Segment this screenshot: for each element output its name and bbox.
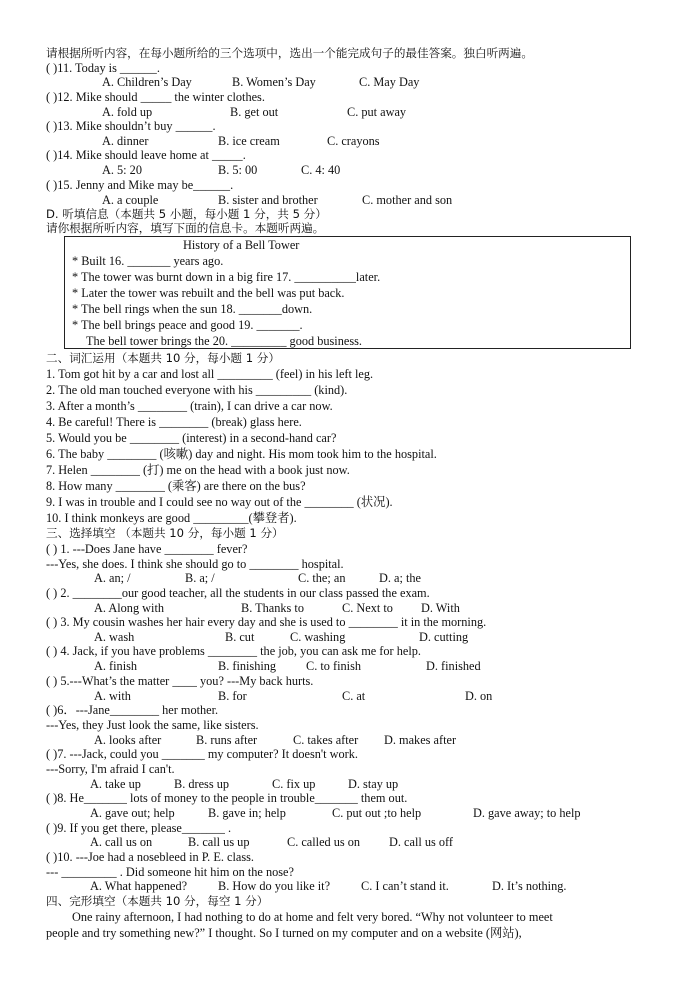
mc-6-option-b: B. runs after	[196, 733, 258, 747]
mc-6-reply: ---Yes, they Just look the same, like sisters.	[46, 718, 259, 732]
mc-6-option-a: A. looks after	[94, 733, 162, 747]
mc-2-option-b: B. Thanks to	[241, 601, 304, 615]
section-4-heading: 四、完形填空（本题共 10 分，每空 1 分）	[46, 894, 269, 908]
mc-10-option-c: C. I can’t stand it.	[361, 879, 449, 893]
mc-10-stem: ( )10. ---Joe had a nosebleed in P. E. class.	[46, 850, 254, 864]
question-11-stem: ( )11. Today is ______.	[46, 61, 160, 75]
section-d-heading: D. 听填信息（本题共 5 小题，每小题 1 分，共 5 分）	[46, 207, 327, 221]
mc-8-option-c: C. put out ;to help	[332, 806, 422, 820]
mc-1-option-c: C. the; an	[298, 571, 346, 585]
vocab-item-2: 2. The old man touched everyone with his _________ (kind).	[46, 383, 348, 397]
vocab-item-6: 6. The baby ________ (咳嗽) day and night. His mom took him to the hospital.	[46, 447, 437, 461]
mc-5-option-b: B. for	[218, 689, 247, 703]
section-3-heading: 三、选择填空 （本题共 10 分，每小题 1 分）	[46, 526, 284, 540]
vocab-item-4: 4. Be careful! There is ________ (break) glass here.	[46, 415, 302, 429]
mc-2-option-a: A. Along with	[94, 601, 165, 615]
q14-option-a: A. 5: 20	[102, 163, 142, 177]
mc-1-option-b: B. a; /	[185, 571, 215, 585]
info-card-line-18: * The bell rings when the sun 18. _______down.	[72, 302, 313, 316]
mc-2-stem: ( ) 2. ________our good teacher, all the students in our class passed the exam.	[46, 586, 430, 600]
vocab-item-7: 7. Helen ________ (打) me on the head with a book just now.	[46, 463, 350, 477]
q11-option-a: A. Children’s Day	[102, 75, 192, 89]
mc-10-option-a: A. What happened?	[90, 879, 188, 893]
mc-8-option-b: B. gave in; help	[208, 806, 286, 820]
question-14-stem: ( )14. Mike should leave home at _____.	[46, 148, 246, 162]
mc-7-reply: ---Sorry, I'm afraid I can't.	[46, 762, 175, 776]
info-card-line-16: * Built 16. _______ years ago.	[72, 254, 224, 268]
q13-option-c: C. crayons	[327, 134, 380, 148]
question-12-stem: ( )12. Mike should _____ the winter clothes.	[46, 90, 265, 104]
mc-3-option-d: D. cutting	[419, 630, 469, 644]
mc-8-option-a: A. gave out; help	[90, 806, 175, 820]
mc-9-option-d: D. call us off	[389, 835, 453, 849]
vocab-item-5: 5. Would you be ________ (interest) in a second-hand car?	[46, 431, 337, 445]
q11-option-b: B. Women’s Day	[232, 75, 316, 89]
mc-2-option-c: C. Next to	[342, 601, 393, 615]
mc-3-option-a: A. wash	[94, 630, 135, 644]
mc-6-stem: ( )6．---Jane________ her mother.	[46, 703, 219, 717]
q14-option-c: C. 4: 40	[301, 163, 341, 177]
cloze-paragraph-line-2: people and try something new?” I thought. So I turned on my computer and on a website (网站),	[46, 926, 522, 940]
vocab-item-1: 1. Tom got hit by a car and lost all _________ (feel) in his left leg.	[46, 367, 374, 381]
mc-3-option-b: B. cut	[225, 630, 255, 644]
mc-1-option-a: A. an; /	[94, 571, 131, 585]
mc-4-stem: ( ) 4. Jack, if you have problems ________ the job, you can ask me for help.	[46, 644, 421, 658]
mc-4-option-d: D. finished	[426, 659, 481, 673]
vocab-item-9: 9. I was in trouble and I could see no way out of the ________ (状况).	[46, 495, 393, 509]
q13-option-b: B. ice cream	[218, 134, 280, 148]
q12-option-a: A. fold up	[102, 105, 153, 119]
q14-option-b: B. 5: 00	[218, 163, 258, 177]
q13-option-a: A. dinner	[102, 134, 149, 148]
mc-1-reply: ---Yes, she does. I think she should go to ________ hospital.	[46, 557, 344, 571]
section-d-instruction: 请你根据所听内容，填写下面的信息卡。本题听两遍。	[46, 221, 325, 235]
question-13-stem: ( )13. Mike shouldn’t buy ______.	[46, 119, 216, 133]
mc-9-stem: ( )9. If you get there, please_______ .	[46, 821, 232, 835]
mc-10-option-b: B. How do you like it?	[218, 879, 331, 893]
vocab-item-10: 10. I think monkeys are good _________(攀登者).	[46, 511, 297, 525]
q15-option-c: C. mother and son	[362, 193, 453, 207]
q12-option-c: C. put away	[347, 105, 407, 119]
q12-option-b: B. get out	[230, 105, 279, 119]
mc-2-option-d: D. With	[421, 601, 460, 615]
mc-3-stem: ( ) 3. My cousin washes her hair every day and she is used to ________ it in the morning.	[46, 615, 487, 629]
mc-9-option-c: C. called us on	[287, 835, 361, 849]
mc-4-option-a: A. finish	[94, 659, 138, 673]
mc-10-reply: --- _________ . Did someone hit him on the nose?	[46, 865, 294, 879]
mc-5-option-c: C. at	[342, 689, 366, 703]
vocab-item-3: 3. After a month’s ________ (train), I can drive a car now.	[46, 399, 333, 413]
q15-option-a: A. a couple	[102, 193, 159, 207]
info-card-line-17: * The tower was burnt down in a big fire 17. __________later.	[72, 270, 381, 284]
mc-7-stem: ( )7. ---Jack, could you _______ my computer? It doesn't work.	[46, 747, 358, 761]
info-card-title: History of a Bell Tower	[183, 238, 300, 252]
mc-4-option-c: C. to finish	[306, 659, 361, 673]
section-2-heading: 二、词汇运用（本题共 10 分，每小题 1 分）	[46, 351, 280, 365]
mc-4-option-b: B. finishing	[218, 659, 277, 673]
mc-5-option-a: A. with	[94, 689, 131, 703]
mc-8-option-d: D. gave away; to help	[473, 806, 581, 820]
mc-7-option-c: C. fix up	[272, 777, 316, 791]
mc-7-option-d: D. stay up	[348, 777, 399, 791]
q15-option-b: B. sister and brother	[218, 193, 318, 207]
mc-6-option-d: D. makes after	[384, 733, 457, 747]
info-card-line-rebuilt: * Later the tower was rebuilt and the bell was put back.	[72, 286, 345, 300]
mc-5-stem: ( ) 5.---What’s the matter ____ you? ---My back hurts.	[46, 674, 314, 688]
vocab-item-8: 8. How many ________ (乘客) are there on the bus?	[46, 479, 306, 493]
mc-6-option-c: C. takes after	[293, 733, 359, 747]
mc-5-option-d: D. on	[465, 689, 493, 703]
cloze-paragraph-line-1: One rainy afternoon, I had nothing to do at home and felt very bored. “Why not volunteer to meet	[72, 910, 553, 924]
mc-7-option-a: A. take up	[90, 777, 141, 791]
mc-8-stem: ( )8. He_______ lots of money to the people in trouble_______ them out.	[46, 791, 408, 805]
info-card-line-19: * The bell brings peace and good 19. _______.	[72, 318, 303, 332]
question-15-stem: ( )15. Jenny and Mike may be______.	[46, 178, 234, 192]
mc-1-stem: ( ) 1. ---Does Jane have ________ fever?	[46, 542, 248, 556]
mc-7-option-b: B. dress up	[174, 777, 229, 791]
mc-9-option-a: A. call us on	[90, 835, 153, 849]
mc-10-option-d: D. It’s nothing.	[492, 879, 567, 893]
mc-9-option-b: B. call us up	[188, 835, 250, 849]
section-c-instruction: 请根据所听内容，在每小题所给的三个选项中，选出一个能完成句子的最佳答案。独白听两遍。	[46, 46, 533, 60]
q11-option-c: C. May Day	[359, 75, 420, 89]
mc-1-option-d: D. a; the	[379, 571, 422, 585]
mc-3-option-c: C. washing	[290, 630, 346, 644]
info-card-line-20: The bell tower brings the 20. _________ good business.	[86, 334, 362, 348]
